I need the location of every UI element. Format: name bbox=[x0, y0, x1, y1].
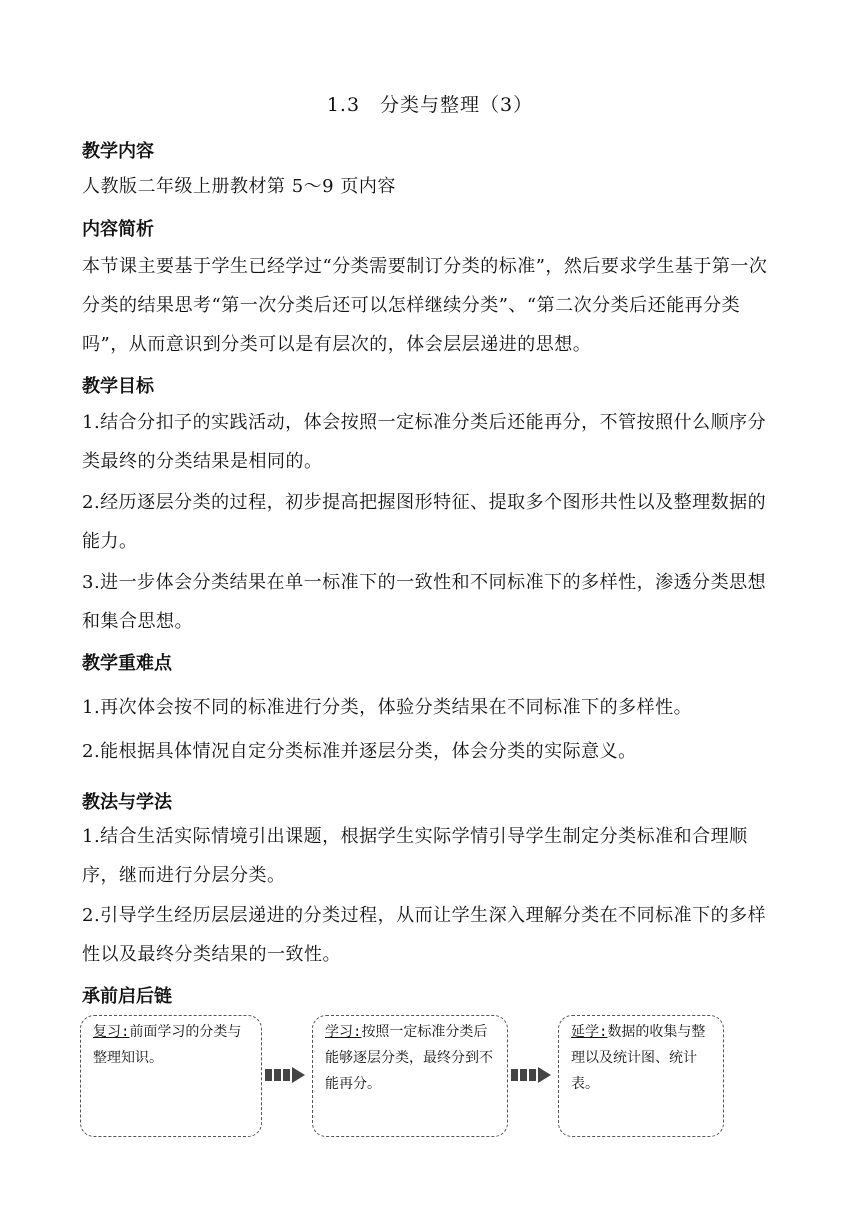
chain-label: 延学: bbox=[571, 1024, 608, 1040]
section-heading: 内容简析 bbox=[82, 219, 154, 240]
section-heading: 承前启后链 bbox=[82, 986, 172, 1007]
chain-label: 复习: bbox=[93, 1024, 130, 1040]
chain-box-extend bbox=[558, 1015, 724, 1137]
section-paragraph: 1.再次体会按不同的标准进行分类，体验分类结果在不同标准下的多样性。 bbox=[82, 697, 693, 718]
section-paragraph: 本节课主要基于学生已经学过“分类需要制订分类的标准”，然后要求学生基于第一次分类的结果思考“第一次分类后还可以怎样继续分类”、“第二次分类后还能再分类吗”，从而意识到分类可以是有层次的，体会层层递进的思想。 bbox=[82, 256, 768, 355]
chain-text: 前面学习的分类与整理知识。 bbox=[93, 1024, 242, 1066]
section-paragraph: 2.引导学生经历层层递进的分类过程，从而让学生深入理解分类在不同标准下的多样性以及最终分类结果的一致性。 bbox=[82, 905, 767, 965]
section-heading: 教学重难点 bbox=[82, 653, 172, 674]
section-heading: 教学内容 bbox=[82, 141, 154, 162]
section-paragraph: 人教版二年级上册教材第 5～9 页内容 bbox=[82, 176, 396, 197]
section-paragraph: 1.结合生活实际情境引出课题，根据学生实际学情引导学生制定分类标准和合理顺序，继而进行分层分类。 bbox=[82, 826, 748, 886]
chain-label: 学习: bbox=[325, 1024, 362, 1040]
chain-text: 数据的收集与整理以及统计图、统计表。 bbox=[571, 1024, 706, 1092]
section-paragraph: 1.结合分扣子的实践活动，体会按照一定标准分类后还能再分，不管按照什么顺序分类最终的分类结果是相同的。 bbox=[82, 412, 767, 472]
page-title: 1.3 分类与整理（3） bbox=[326, 94, 534, 116]
section-heading: 教法与学法 bbox=[82, 792, 172, 813]
section-paragraph: 3.进一步体会分类结果在单一标准下的一致性和不同标准下的多样性，渗透分类思想和集合思想。 bbox=[82, 572, 767, 632]
section-paragraph: 2.能根据具体情况自定分类标准并逐层分类，体会分类的实际意义。 bbox=[82, 741, 637, 762]
chain-box-review bbox=[80, 1015, 262, 1137]
chain-arrow-icon bbox=[265, 1065, 309, 1085]
section-heading: 教学目标 bbox=[82, 376, 154, 397]
chain-arrow-icon bbox=[511, 1065, 555, 1085]
chain-box-learn bbox=[312, 1015, 508, 1137]
chain-text: 按照一定标准分类后能够逐层分类，最终分到不能再分。 bbox=[325, 1024, 493, 1092]
section-paragraph: 2.经历逐层分类的过程，初步提高把握图形特征、提取多个图形共性以及整理数据的能力。 bbox=[82, 492, 767, 552]
